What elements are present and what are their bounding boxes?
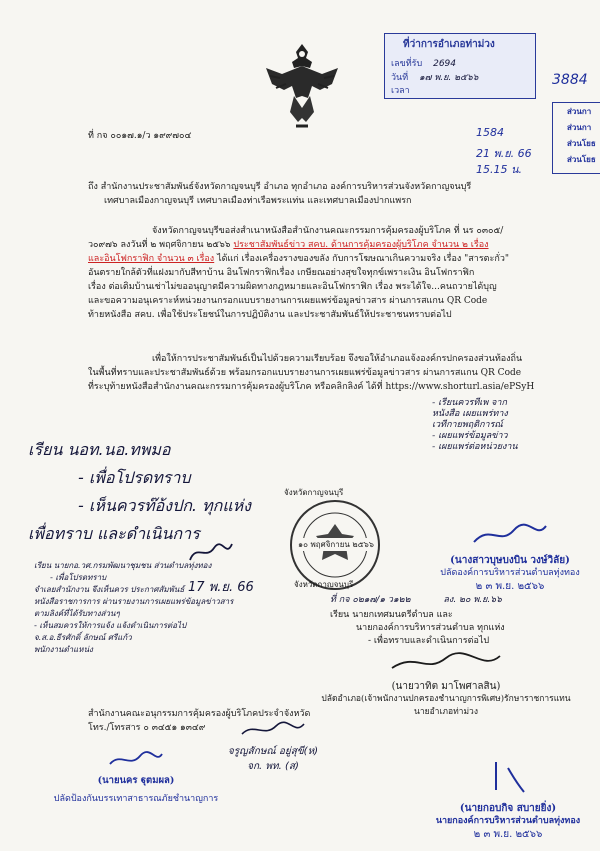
signer-name: (นางสาวบุษบงบิน วงษ์วิลัย) — [450, 555, 570, 566]
side-checkbox-1: ส่วนกา — [567, 106, 592, 116]
signer-title: จก. พท. (ส) — [247, 761, 299, 772]
signer-title: นายกองค์การบริหารส่วนตำบลทุ่งทอง — [435, 816, 581, 826]
seal-bottom-text: จังหวัดกาญจนบุรี — [294, 580, 354, 589]
handwritten-line: เรียน นายกอ.วศ.กรมพัฒนาชุมชน ส่วนตำบลทุ่งทอง — [34, 561, 212, 570]
province-seal — [284, 488, 382, 592]
signature-right-2 — [300, 650, 592, 719]
handwritten-line: - เพื่อโปรดทราบ — [50, 573, 107, 582]
side-checkbox-3: ส่วนโยธ — [567, 138, 596, 148]
body-text: ได้แก่ เรื่องเครื่องรางของขลัง กับการโฆษณาเกินความจริง เรื่อง "สารตะกั่ว" — [214, 254, 510, 264]
body-text: ท้ายหนังสือ สคบ. เพื่อใช้ประโยชน์ในการปฏิบัติงาน และประชาสัมพันธ์ให้ประชาชนทราบต่อไป — [88, 310, 452, 320]
side-checkbox-4: ส่วนโยธ — [567, 154, 596, 164]
routing-note — [330, 594, 592, 648]
receipt-no-row — [391, 58, 456, 71]
signer-title: ปลัดองค์การบริหารส่วนตำบลทุ่งทอง — [440, 568, 580, 578]
routing-to: เรียน นายกเทศมนตรีตำบล และ — [330, 610, 453, 620]
handwritten-line: จ.ส.อ.ธีรศักดิ์ ลักษณ์ ศรีแก้ว — [34, 633, 132, 642]
recipient-block — [88, 180, 471, 208]
signer-name: (นายนคร ฐุตมผล) — [97, 775, 175, 786]
signer-date: ๒ ๓ พ.ย. ๒๕๖๖ — [473, 829, 543, 840]
side-checkbox-2: ส่วนกา — [567, 122, 592, 132]
signature-mark-icon — [488, 758, 528, 798]
signature-right-1 — [424, 520, 596, 593]
signature-right-3 — [420, 758, 596, 841]
signature-left — [36, 748, 236, 806]
signature-mark-icon — [106, 748, 166, 770]
side-checkbox-panel — [552, 102, 600, 174]
signature-mark-icon — [186, 540, 236, 564]
signer-title-2: นายอำเภอท่าม่วง — [414, 707, 478, 717]
seal-top-text: จังหวัดกาญจนบุรี — [284, 488, 344, 497]
body-text: ที่ระบุท้ายหนังสือสำนักงานคณะกรรมการคุ้มครองผู้บริโภค หรือคลิกลิงค์ ได้ที่ https://www.shorturl.asia/ePSyH — [88, 382, 535, 392]
handwritten-date: 17 พ.ย. 66 — [188, 580, 254, 595]
receipt-stamp — [384, 33, 536, 99]
body-text: จังหวัดกาญจนบุรีขอส่งสำเนาหนังสือสำนักงานคณะกรรมการคุ้มครองผู้บริโภค ที่ นร ๐๓๐๕/ — [152, 226, 504, 236]
receipt-date-value: ๑๗ พ.ย. ๒๕๖๖ — [419, 73, 479, 83]
handwritten-line: ตามลิงค์ที่ได้รับทางส่วนๆ — [34, 609, 120, 618]
signature-mark-icon — [238, 720, 308, 740]
recipient-line: เทศบาลเมืองกาญจนบุรี เทศบาลเมืองท่าเรือพระแท่น และเทศบาลเมืองปากแพรก — [104, 196, 412, 206]
signature-mark-icon — [470, 520, 550, 550]
highlight-text: และอินโฟกราฟิก จำนวน ๓ เรื่อง — [88, 254, 215, 264]
side-stamp-time: 15.15 น. — [476, 163, 523, 176]
routing-action: - เพื่อทราบและดำเนินการต่อไป — [368, 636, 490, 646]
highlight-text: ประชาสัมพันธ์ข่าว สคบ. ด้านการคุ้มครองผู้บริโภค จำนวน ๒ เรื่อง — [233, 240, 489, 250]
garuda-emblem — [262, 38, 342, 130]
recipient-line: ถึง สำนักงานประชาสัมพันธ์จังหวัดกาญจนบุรี อำเภอ ทุกอำเภอ องค์การบริหารส่วนจังหวัดกาญจนบุรี — [88, 182, 472, 192]
handwritten-mid-notes — [34, 560, 233, 656]
side-stamp-no: 1584 — [476, 126, 504, 139]
routing-to-2: นายกองค์การบริหารส่วนตำบล ทุกแห่ง — [356, 623, 505, 633]
footer-phone: โทร./โทรสาร ๐ ๓๔๕๑ ๑๓๔๙ — [88, 723, 206, 733]
handwritten-line: - เพื่อโปรดทราบ — [78, 468, 191, 487]
receipt-date-row — [391, 72, 478, 85]
seal-date-text: ๑๐ พฤศจิกายน ๒๕๖๖ — [298, 540, 374, 549]
handwritten-line: เวทีกายพฤติการณ์ — [432, 420, 503, 430]
handwritten-line: - เรียนควรทีเพ จาก — [432, 398, 507, 408]
handwritten-line: เพื่อทราบ และดำเนินการ — [28, 524, 200, 543]
side-stamp-date: 21 พ.ย. 66 — [476, 147, 532, 160]
handwritten-line: - เผยแพร่ข้อมูลข่าว — [432, 431, 508, 441]
receipt-no-value: 2694 — [433, 59, 457, 69]
body-text: ในพื้นที่ทราบและประชาสัมพันธ์ด้วย พร้อมกรอกแบบรายงานการเผยแพร่ข้อมูลข่าวสาร ผ่านการสแกน QR Code — [88, 368, 522, 378]
signer-title: ปลัดป้องกันบรรเทาสาธารณภัยชำนาญการ — [53, 794, 219, 804]
handwritten-line: เรียน นอท.นอ.ทพมอ — [28, 440, 171, 459]
receipt-office: ที่ว่าการอำเภอท่าม่วง — [403, 39, 495, 50]
body-text: เพื่อให้การประชาสัมพันธ์เป็นไปด้วยความเรียบร้อย จึงขอให้อำเภอแจ้งองค์กรปกครองส่วนท้องถิ่น — [152, 354, 523, 364]
side-stamp-code: 3884 — [552, 72, 588, 88]
routing-number: ที่ กจ ๐๒๑๗/๑ ว๑๒๒ — [330, 595, 411, 605]
body-text: ว๐๙๗๖ ลงวันที่ ๒ พฤศจิกายน ๒๕๖๖ — [88, 240, 234, 250]
handwritten-line: หนังสือ เผยแพร่ทาง — [432, 409, 508, 419]
side-stamp — [470, 100, 550, 175]
doc-number: ที่ กจ ๐๐๑๗.๑/ว ๑๙๙๗๐๔ — [88, 131, 192, 141]
body-text: และขอความอนุเคราะห์หน่วยงานกรอกแบบรายงานการเผยแพร่ข้อมูลข่าวสาร ผ่านการสแกน QR Code — [88, 296, 488, 306]
signer-name: จรูญสักษณ์ อยู่สุขี(ห) — [227, 746, 319, 757]
signer-name: (นายวาทิต มาโพศาลสิน) — [391, 681, 501, 692]
receipt-no-label: เลขที่รับ — [391, 59, 423, 69]
handwritten-right-notes — [432, 398, 518, 453]
receipt-time-label: เวลา — [391, 86, 410, 96]
handwritten-line: - เห็นควรท๊อ้งปก. ทุกแห่ง — [78, 496, 251, 515]
routing-date: ลง. ๒๐ พ.ย.๖๖ — [443, 595, 502, 605]
body-text: เรื่อง ต่อเติมบ้านเช่าไม่ขออนุญาตมีความผิดทางกฎหมายและอินโฟกราฟิก เรื่อง พระได้ใจ...คนถวายได้บุญ — [88, 282, 497, 292]
body-paragraph-2 — [88, 352, 534, 394]
handwritten-line: พนักงานตำแหน่ง — [34, 645, 93, 654]
signer-title: ปลัดอำเภอ(เจ้าพนักงานปกครองชำนาญการพิเศษ)รักษาราชการแทน — [321, 694, 571, 704]
footer-office: สำนักงานคณะอนุกรรมการคุ้มครองผู้บริโภคประจำจังหวัด — [88, 709, 311, 719]
signer-name: (นายกอบกิจ สบายยิ่ง) — [459, 803, 557, 814]
receipt-date-label: วันที่ — [391, 73, 409, 83]
signer-date: ๒ ๓ พ.ย. ๒๕๖๖ — [475, 581, 545, 592]
handwritten-left-notes — [28, 436, 251, 548]
body-text: อันตรายใกล้ตัวที่แฝงมากับสีทาบ้าน อินโฟกราฟิกเรื่อง เกษียณอย่างสุขใจทุกข์เพราะเงิน อินโฟกราฟิก — [88, 268, 475, 278]
signature-mark-icon — [386, 650, 506, 676]
handwritten-line: จำเลยสำนักงาน จึงเห็นควร ประกาศสัมพันธ์ — [34, 585, 185, 594]
body-paragraph-1 — [88, 224, 509, 322]
handwritten-line: - เห็นสมควรให้การแจ้ง แจ้งดำเนินการต่อไป — [34, 621, 187, 630]
handwritten-line: หนังสือราชการการ ผ่านรายงานการเผยแพร่ข้อมูลข่าวสาร — [34, 597, 234, 606]
handwritten-line: - เผยแพร่ต่อหน่วยงาน — [432, 442, 518, 452]
